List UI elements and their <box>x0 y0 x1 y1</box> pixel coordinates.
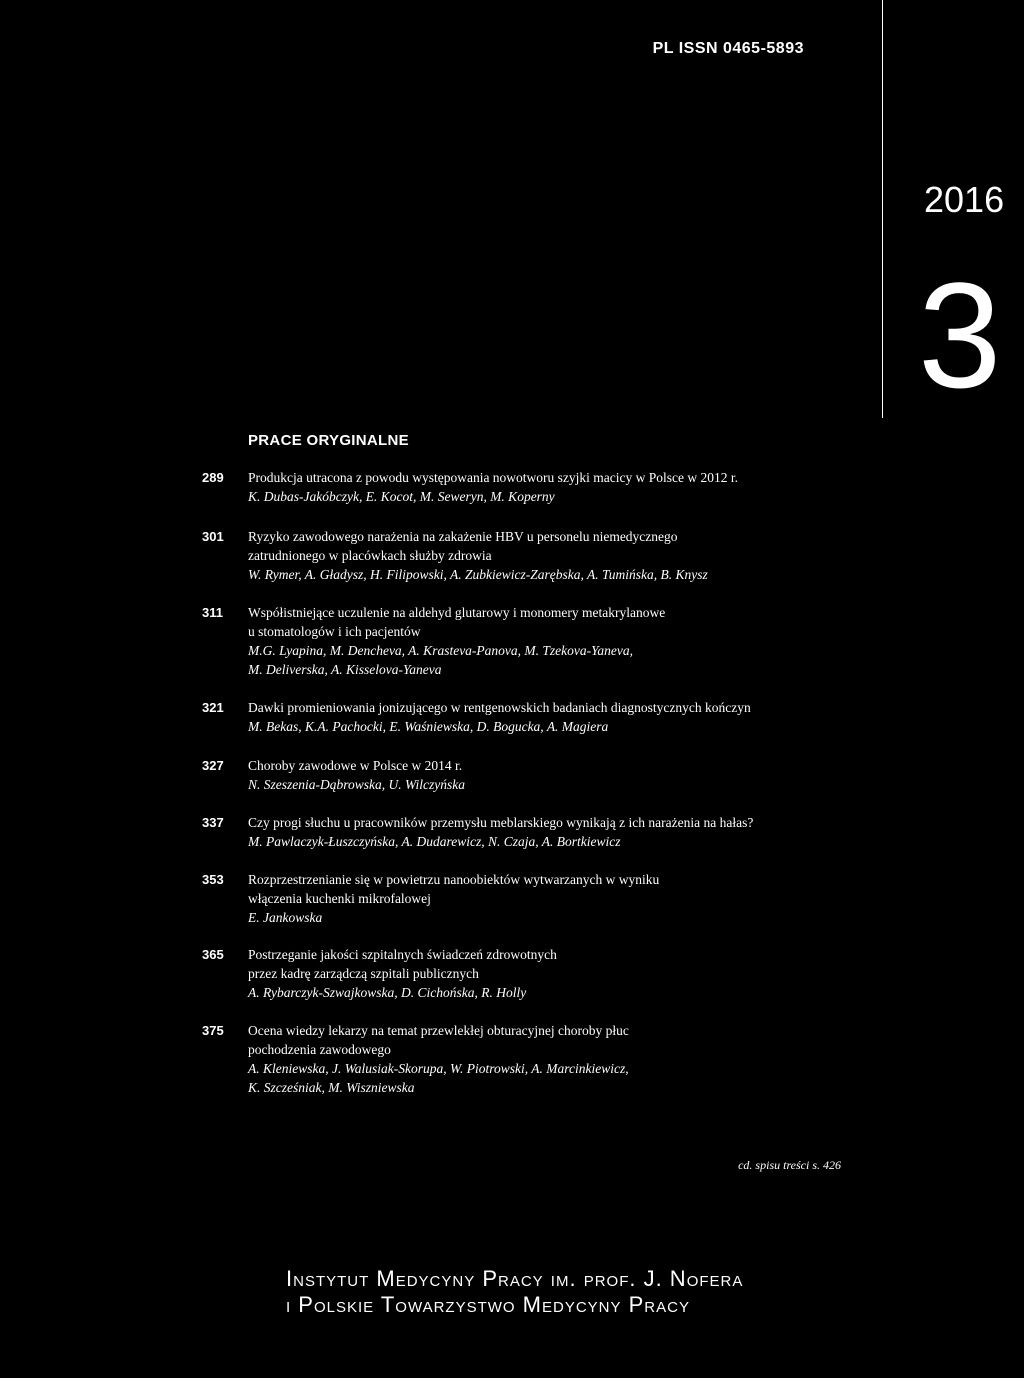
article-authors: K. Szcześniak, M. Wiszniewska <box>248 1080 415 1095</box>
page-number: 327 <box>202 758 224 773</box>
article-title: Rozprzestrzenianie się w powietrzu nanoobiektów wytwarzanych w wyniku <box>248 872 660 887</box>
issue-year: 2016 <box>924 179 1005 220</box>
article-title: Ryzyko zawodowego narażenia na zakażenie HBV u personelu niemedycznego <box>248 529 678 544</box>
publisher-block <box>286 1266 743 1318</box>
article-authors: M. Deliverska, A. Kisselova-Yaneva <box>248 662 442 677</box>
article-authors: M. Bekas, K.A. Pachocki, E. Waśniewska, D. Bogucka, A. Magiera <box>248 719 609 734</box>
page-number: 301 <box>202 529 224 544</box>
continued-note: cd. spisu treści s. 426 <box>738 1158 841 1172</box>
article-authors: W. Rymer, A. Gładysz, H. Filipowski, A. Zubkiewicz-Zarębska, A. Tumińska, B. Knysz <box>248 567 708 582</box>
page-number: 353 <box>202 872 224 887</box>
article-authors: N. Szeszenia-Dąbrowska, U. Wilczyńska <box>248 777 465 792</box>
section-title: PRACE ORYGINALNE <box>248 432 409 449</box>
article-title: przez kadrę zarządczą szpitali publicznych <box>248 966 479 981</box>
article-title: zatrudnionego w placówkach służby zdrowia <box>248 548 492 563</box>
article-authors: A. Rybarczyk-Szwajkowska, D. Cichońska, R. Holly <box>248 985 527 1000</box>
article-title: Współistniejące uczulenie na aldehyd glutarowy i monomery metakrylanowe <box>248 605 666 620</box>
publisher-line-1: Instytut Medycyny Pracy im. prof. J. Nofera <box>286 1266 744 1291</box>
article-title: pochodzenia zawodowego <box>248 1042 391 1057</box>
article-title: Dawki promieniowania jonizującego w rentgenowskich badaniach diagnostycznych kończyn <box>248 700 751 715</box>
page-number: 365 <box>202 947 224 962</box>
page-number: 375 <box>202 1023 224 1038</box>
header-vertical-rule <box>882 0 883 418</box>
article-title: u stomatologów i ich pacjentów <box>248 624 421 639</box>
article-title: Ocena wiedzy lekarzy na temat przewlekłej obturacyjnej choroby płuc <box>248 1023 629 1038</box>
page-number: 321 <box>202 700 224 715</box>
article-authors: M.G. Lyapina, M. Dencheva, A. Krasteva-Panova, M. Tzekova-Yaneva, <box>248 643 634 658</box>
article-title: Postrzeganie jakości szpitalnych świadczeń zdrowotnych <box>248 947 557 962</box>
page-number: 289 <box>202 470 224 485</box>
article-authors: M. Pawlaczyk-Łuszczyńska, A. Dudarewicz, N. Czaja, A. Bortkiewicz <box>248 834 621 849</box>
article-title: Czy progi słuchu u pracowników przemysłu meblarskiego wynikają z ich narażenia na hałas? <box>248 815 754 830</box>
issn-label: PL ISSN 0465-5893 <box>652 40 804 57</box>
article-authors: K. Dubas-Jakóbczyk, E. Kocot, M. Seweryn, M. Koperny <box>248 489 555 504</box>
page-number: 337 <box>202 815 224 830</box>
article-title: Produkcja utracona z powodu występowania nowotworu szyjki macicy w Polsce w 2012 r. <box>248 470 739 485</box>
publisher-line-2: i Polskie Towarzystwo Medycyny Pracy <box>286 1292 690 1317</box>
article-authors: A. Kleniewska, J. Walusiak-Skorupa, W. Piotrowski, A. Marcinkiewicz, <box>248 1061 629 1076</box>
article-title: Choroby zawodowe w Polsce w 2014 r. <box>248 758 463 773</box>
page-number: 311 <box>202 605 223 620</box>
article-title: włączenia kuchenki mikrofalowej <box>248 891 431 906</box>
article-authors: E. Jankowska <box>248 910 323 925</box>
issue-number: 3 <box>918 251 1002 419</box>
